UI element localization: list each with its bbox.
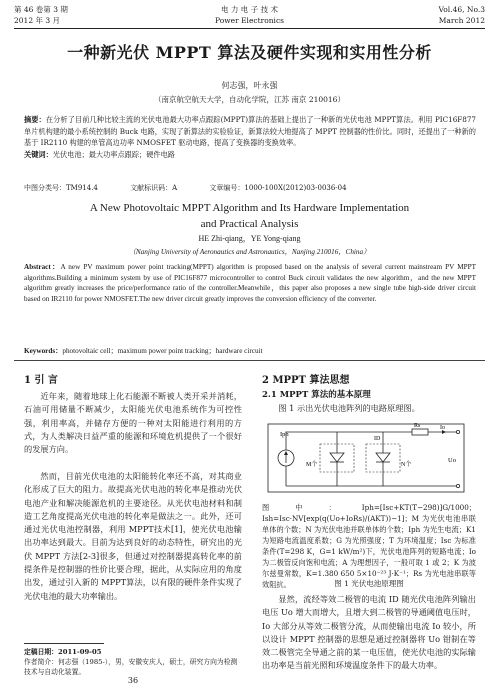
footnote-received: 定稿日期：2011-09-05 <box>24 648 102 656</box>
header-volume-en: Vol.46, No.3 <box>438 5 485 14</box>
header-journal-en: Power Electronics <box>215 16 284 25</box>
header-date-en: March 2012 <box>438 16 485 25</box>
label-iph: Iph <box>280 431 289 438</box>
footnote <box>24 647 242 677</box>
resistor-rs-icon <box>412 429 428 435</box>
figure-1-caption: 图 1 光伏电池原理图 <box>334 579 404 588</box>
article-number: 文章编号：1000-100X(2012)03-0036-04 <box>209 184 347 192</box>
diode-icon-1 <box>330 453 344 462</box>
terminal-negative <box>456 484 459 487</box>
affiliation-en: （Nanjing University of Aeronautics and Astronautics，Nanjing 210016，China） <box>128 248 371 256</box>
section-1-paragraph-2: 然而，目前光伏电池的太阳能转化率还不高，对其商业化形成了巨大的阻力。故提高光伏电池的转化率是推动光伏电池产业和解决能源危机的主要途径。从光伏电池材料和制造工艺角度提高光伏电池的转化率是做法之一。此外，还可通过光伏电池控制器，利用 MPPT技术[1]，使光伏电池输出功率达到最大。目前为达到良好的动态特性，研究出的光伏 MPPT 方法[2-3]很多，但通过对控制器提高转化率的前提条件是控制器的性价比要合理，据此，从实际应用的角度出发，通过引入新的 MPPT算法，以有限的硬件条件实现了光伏电池的最大功率输出。 <box>24 471 242 601</box>
header-journal <box>14 4 485 26</box>
abstract-cn-text: 在分析了目前几种比较主流的光伏电池最大功率点跟踪(MPPT)算法的基础上提出了一种新的光伏电池 MPPT算法。利用 PIC16F877 单片机构建的最小系统控制的 Buck 电路，实现了新算法的实验验证，新算法较大地提高了 MPPT 控制器的性价比。同时，还提出了一种新的基于 IR2110 构建的单管高边功率 NMOSFET 驱动电路，提高了变换器的变换效率。 <box>24 115 476 147</box>
keywords-en <box>24 346 476 356</box>
section-2-intro: 图 1 示出光伏电池阵列的电路原理图。 <box>278 403 420 413</box>
header-rule <box>14 28 485 29</box>
authors-en: HE Zhi-qiang，YE Yong-qiang <box>198 234 301 243</box>
label-uo: Uo <box>448 457 456 464</box>
section-1-heading: 1 引 言 <box>24 375 58 386</box>
keywords-cn-text: 光伏电池；最大功率点跟踪；硬件电路 <box>52 149 175 159</box>
title-en-line2: and Practical Analysis <box>200 218 299 230</box>
page-number: 36 <box>127 676 139 685</box>
keywords-en-label: Keywords： <box>24 347 63 355</box>
footnote-author: 作者简介：何志强（1985-），男，安徽安庆人，硕士，研究方向为检测技术与自动化装置。 <box>24 658 238 676</box>
figure-1-circuit <box>262 420 476 498</box>
section-2-paragraph: 显然，流经等效二极管的电流 ID 随光伏电池阵列输出电压 Uo 增大而增大，且增大到二极管的导通阈值电压时，Io 大部分从等效二极管分流，从而使输出电流 Io 较小，所以设计 MPPT 控制器的思想是通过控制器将 Uo 钳制在等效二极管完全导通之前的某一电压值，使光伏电池的实际输出功率是当前光照和环境温度条件下的最大功率。 <box>262 594 476 671</box>
keywords-cn-label: 关键词： <box>24 149 53 159</box>
classification-line <box>24 183 476 193</box>
header-date-cn: 2012 年 3 月 <box>14 16 61 25</box>
title-en-line1: A New Photovoltaic MPPT Algorithm and Its Hardware Implementation <box>89 202 410 214</box>
section-2-heading: 2 MPPT 算法思想 <box>262 375 350 386</box>
abstract-en <box>24 262 476 304</box>
current-source-arrowhead <box>284 451 288 455</box>
label-m: M个 <box>306 462 318 468</box>
abstract-cn <box>24 114 476 160</box>
abstract-en-label: Abstract： <box>24 263 61 271</box>
running-header <box>14 4 485 28</box>
label-n: N个 <box>401 462 412 468</box>
figure-1-legend: 图中：Iph=[Isc+KT(T−298)]G/1000；Ish=Isc·NV[exp(q(Uo+IoRs)/(AKT))−1]；M 为光伏电池串联单体的个数；N 为光伏电池并联单体的个数；Iph 为光生电流；K1 为短路电流温度系数；G 为光照强度；T 为环境温度；Isc 为标准条件(T=298 K，G=1 kW/m²)下，光伏电池阵列的短路电流；Io 为二极管反向饱和电流；A 为理想因子，一般可取 1 或 2；K 为波尔兹曼常数，K=1.380 650 5×10⁻²³ J·K⁻¹；Rs 为光电池串联等效阻抗。 <box>262 503 476 589</box>
clc-number: 中图分类号：TM914.4 <box>24 184 98 192</box>
footnote-rule <box>24 643 104 644</box>
header-volume-cn: 第 46 卷第 3 期 <box>14 5 68 14</box>
keywords-en-text: photovoltaic cell；maximum power point tracking；hardware circuit <box>62 347 263 355</box>
section-1-paragraph-1: 近年来，随着地球上化石能源不断被人类开采并消耗，石油可用储量不断减少，太阳能光伏电池系统作为可控性强，利用率高，并储存方便的一种对太阳能进行利用的方式，为人类解决日益严重的能源和环境危机提供了一个很好的发展方向。 <box>24 391 242 455</box>
abstract-en-text: A new PV maximum power point tracking(MPPT) algorithm is proposed based on the analysis of several current mainstream PV MPPT algorithms.Building a minimum system by use of PIC16F877 microcontroller to control Buck circuit validates the new algorithm，and the new MPPT algorithm greatly increases the price/performance ratio of the controller.Meanwhile，this paper also proposes a new single tube high-side driver circuit based on IR2110 for power NMOSFET.The new driver circuit greatly improves the conversion efficiency of the converter. <box>24 263 476 303</box>
section-2-1-heading: 2.1 MPPT 算法的基本原理 <box>262 390 371 400</box>
paper-title-cn: 一种新光伏 MPPT 算法及硬件实现和实用性分析 <box>67 43 432 62</box>
terminal-positive <box>456 430 459 433</box>
paper-title-en <box>0 200 499 232</box>
header-journal-cn: 电 力 电 子 技 术 <box>221 5 278 14</box>
label-rs: Rs <box>414 423 421 429</box>
document-code: 文献标识码：A <box>130 184 178 192</box>
affiliation-cn: （南京航空航天大学，自动化学院，江苏 南京 210016） <box>154 95 345 104</box>
diode-icon-2 <box>376 453 390 462</box>
abstract-separator <box>14 360 485 361</box>
header-issue <box>439 4 485 26</box>
label-id: ID <box>374 436 381 442</box>
abstract-cn-label: 摘要： <box>24 115 46 124</box>
authors-cn: 何志强，叶永强 <box>221 81 278 90</box>
label-io: Io <box>440 425 445 431</box>
